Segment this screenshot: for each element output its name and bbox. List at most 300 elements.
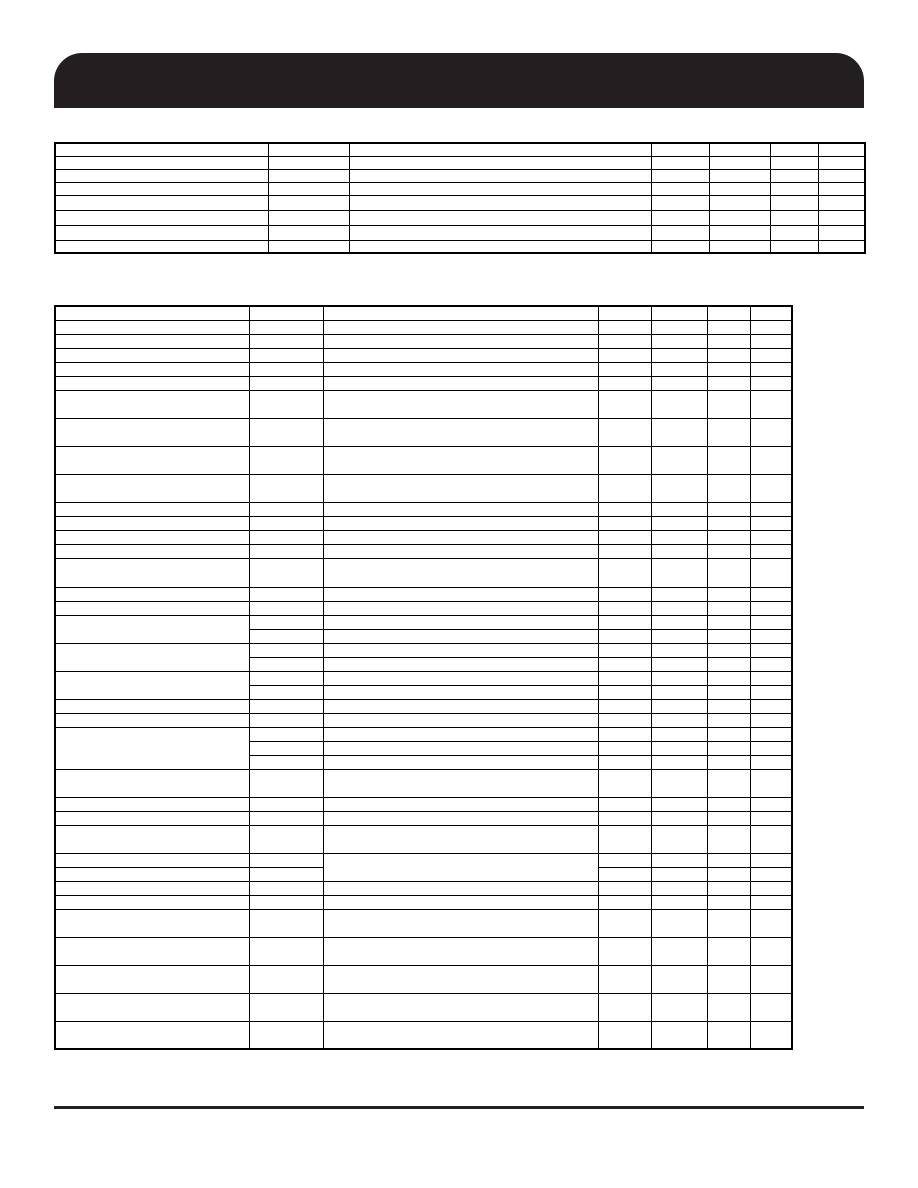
table-cell bbox=[750, 544, 792, 558]
table-cell bbox=[598, 713, 651, 727]
table-cell bbox=[323, 965, 598, 993]
table-cell bbox=[651, 376, 707, 390]
table-cell bbox=[750, 657, 792, 671]
table-cell bbox=[651, 169, 709, 182]
table-cell bbox=[707, 629, 750, 643]
table-cell bbox=[651, 769, 707, 797]
table-row bbox=[55, 699, 792, 713]
table-cell bbox=[323, 909, 598, 937]
table-cell bbox=[651, 909, 707, 937]
table-cell bbox=[55, 418, 249, 446]
table-row bbox=[55, 143, 865, 156]
table-cell bbox=[750, 671, 792, 685]
table-cell bbox=[598, 937, 651, 965]
table-cell bbox=[598, 587, 651, 601]
table-cell bbox=[55, 797, 249, 811]
table-row bbox=[55, 334, 792, 348]
table-cell bbox=[707, 797, 750, 811]
table-cell bbox=[651, 629, 707, 643]
table-cell bbox=[249, 657, 323, 671]
table-cell bbox=[707, 895, 750, 909]
table-cell bbox=[323, 629, 598, 643]
table-row bbox=[55, 853, 792, 867]
table-cell bbox=[598, 797, 651, 811]
table-cell bbox=[750, 502, 792, 516]
table-cell bbox=[707, 390, 750, 418]
table-cell bbox=[349, 169, 651, 182]
table-cell bbox=[323, 769, 598, 797]
table-row bbox=[55, 727, 792, 741]
table-cell bbox=[651, 853, 707, 867]
table-cell bbox=[55, 937, 249, 965]
table-cell bbox=[249, 741, 323, 755]
table-cell bbox=[651, 587, 707, 601]
table-cell bbox=[249, 306, 323, 320]
table-cell bbox=[651, 671, 707, 685]
table-row bbox=[55, 390, 792, 418]
table-cell bbox=[249, 615, 323, 629]
table-cell bbox=[598, 334, 651, 348]
table-cell bbox=[707, 937, 750, 965]
table-cell bbox=[750, 530, 792, 544]
table-cell bbox=[750, 629, 792, 643]
table-cell bbox=[707, 334, 750, 348]
table-row bbox=[55, 225, 865, 240]
table-cell bbox=[651, 685, 707, 699]
table-cell bbox=[598, 755, 651, 769]
table-cell bbox=[651, 1021, 707, 1049]
table-cell bbox=[709, 182, 770, 195]
table-cell bbox=[55, 169, 268, 182]
table-cell bbox=[707, 909, 750, 937]
table-row bbox=[55, 615, 792, 629]
table-cell bbox=[55, 671, 249, 699]
table-cell bbox=[55, 811, 249, 825]
table-cell bbox=[323, 516, 598, 530]
table-cell bbox=[818, 240, 865, 253]
table-cell bbox=[651, 965, 707, 993]
table-cell bbox=[651, 937, 707, 965]
table-cell bbox=[55, 1021, 249, 1049]
table-cell bbox=[55, 390, 249, 418]
table-cell bbox=[750, 446, 792, 474]
table-cell bbox=[750, 937, 792, 965]
table-cell bbox=[707, 446, 750, 474]
table-row bbox=[55, 811, 792, 825]
table-cell bbox=[323, 853, 598, 881]
table-cell bbox=[750, 558, 792, 587]
table-cell bbox=[598, 853, 651, 867]
table-cell bbox=[651, 240, 709, 253]
table-cell bbox=[598, 895, 651, 909]
table-cell bbox=[707, 685, 750, 699]
table-cell bbox=[651, 530, 707, 544]
table-cell bbox=[750, 853, 792, 867]
table-cell bbox=[750, 643, 792, 657]
table-cell bbox=[55, 713, 249, 727]
table-cell bbox=[750, 699, 792, 713]
table-cell bbox=[598, 601, 651, 615]
table-cell bbox=[651, 755, 707, 769]
table-row bbox=[55, 320, 792, 334]
table-cell bbox=[323, 530, 598, 544]
table-cell bbox=[55, 993, 249, 1021]
table-cell bbox=[750, 769, 792, 797]
table-cell bbox=[249, 769, 323, 797]
table-cell bbox=[707, 755, 750, 769]
table-cell bbox=[249, 727, 323, 741]
table-row bbox=[55, 713, 792, 727]
table-cell bbox=[249, 937, 323, 965]
table-cell bbox=[55, 156, 268, 169]
table-cell bbox=[598, 685, 651, 699]
table-cell bbox=[249, 867, 323, 881]
table-cell bbox=[598, 502, 651, 516]
table-row bbox=[55, 210, 865, 225]
table-cell bbox=[323, 811, 598, 825]
table-cell bbox=[55, 376, 249, 390]
table-cell bbox=[707, 502, 750, 516]
table-row bbox=[55, 825, 792, 853]
table-cell bbox=[707, 993, 750, 1021]
table-cell bbox=[598, 558, 651, 587]
table-cell bbox=[651, 446, 707, 474]
table-cell bbox=[55, 210, 268, 225]
table-cell bbox=[323, 587, 598, 601]
table-cell bbox=[323, 881, 598, 895]
table-cell bbox=[268, 240, 349, 253]
table-cell bbox=[55, 240, 268, 253]
table-cell bbox=[707, 853, 750, 867]
table-cell bbox=[750, 587, 792, 601]
table-cell bbox=[323, 334, 598, 348]
table-cell bbox=[55, 502, 249, 516]
table-cell bbox=[323, 446, 598, 474]
table-cell bbox=[818, 169, 865, 182]
table-cell bbox=[323, 544, 598, 558]
table-row bbox=[55, 1021, 792, 1049]
table-cell bbox=[55, 544, 249, 558]
table-cell bbox=[818, 182, 865, 195]
table-cell bbox=[55, 446, 249, 474]
table-cell bbox=[651, 390, 707, 418]
table-cell bbox=[268, 195, 349, 210]
table-cell bbox=[598, 348, 651, 362]
table-cell bbox=[249, 699, 323, 713]
table-cell bbox=[651, 895, 707, 909]
table-cell bbox=[55, 853, 249, 867]
table-cell bbox=[818, 156, 865, 169]
table-cell bbox=[598, 516, 651, 530]
table-cell bbox=[249, 334, 323, 348]
table-cell bbox=[349, 195, 651, 210]
table-cell bbox=[249, 446, 323, 474]
table-cell bbox=[249, 909, 323, 937]
table-cell bbox=[598, 965, 651, 993]
table-cell bbox=[598, 544, 651, 558]
table-cell bbox=[707, 657, 750, 671]
table-row bbox=[55, 909, 792, 937]
table-cell bbox=[750, 306, 792, 320]
table-cell bbox=[249, 587, 323, 601]
table-cell bbox=[249, 362, 323, 376]
table-cell bbox=[707, 601, 750, 615]
table-cell bbox=[249, 320, 323, 334]
table-cell bbox=[818, 225, 865, 240]
table-cell bbox=[651, 320, 707, 334]
table-cell bbox=[55, 881, 249, 895]
table-row bbox=[55, 643, 792, 657]
table-cell bbox=[818, 210, 865, 225]
table-row bbox=[55, 769, 792, 797]
table-cell bbox=[750, 418, 792, 446]
table-cell bbox=[323, 1021, 598, 1049]
table-cell bbox=[750, 516, 792, 530]
table-cell bbox=[249, 544, 323, 558]
table-cell bbox=[750, 348, 792, 362]
table-cell bbox=[323, 825, 598, 853]
table-cell bbox=[750, 615, 792, 629]
table-cell bbox=[55, 143, 268, 156]
table-cell bbox=[323, 671, 598, 685]
table-cell bbox=[651, 225, 709, 240]
table-cell bbox=[323, 362, 598, 376]
table-cell bbox=[651, 334, 707, 348]
table-row bbox=[55, 348, 792, 362]
table-cell bbox=[707, 769, 750, 797]
table-cell bbox=[750, 755, 792, 769]
footer-rule bbox=[54, 1106, 864, 1109]
table-row bbox=[55, 937, 792, 965]
table-cell bbox=[750, 320, 792, 334]
table-cell bbox=[651, 195, 709, 210]
table-cell bbox=[651, 615, 707, 629]
table-cell bbox=[323, 699, 598, 713]
table-cell bbox=[323, 348, 598, 362]
table-cell bbox=[709, 156, 770, 169]
table-cell bbox=[598, 320, 651, 334]
table-cell bbox=[651, 811, 707, 825]
table-cell bbox=[249, 418, 323, 446]
table-cell bbox=[707, 362, 750, 376]
table-cell bbox=[750, 811, 792, 825]
table-row bbox=[55, 544, 792, 558]
table-cell bbox=[651, 993, 707, 1021]
table-cell bbox=[598, 727, 651, 741]
table-cell bbox=[249, 671, 323, 685]
table-row bbox=[55, 516, 792, 530]
table-cell bbox=[770, 169, 818, 182]
table-cell bbox=[249, 474, 323, 502]
table-cell bbox=[651, 727, 707, 741]
table-cell bbox=[651, 713, 707, 727]
table-cell bbox=[55, 587, 249, 601]
table-cell bbox=[323, 643, 598, 657]
table-cell bbox=[707, 474, 750, 502]
table-cell bbox=[707, 306, 750, 320]
table-cell bbox=[709, 210, 770, 225]
table-cell bbox=[707, 699, 750, 713]
table-cell bbox=[707, 1021, 750, 1049]
table-cell bbox=[707, 825, 750, 853]
table-cell bbox=[323, 390, 598, 418]
table-row bbox=[55, 530, 792, 544]
table-cell bbox=[598, 699, 651, 713]
table-cell bbox=[651, 601, 707, 615]
table-cell bbox=[55, 516, 249, 530]
table-cell bbox=[750, 362, 792, 376]
table-cell bbox=[598, 376, 651, 390]
table-cell bbox=[55, 182, 268, 195]
table-cell bbox=[598, 362, 651, 376]
table-cell bbox=[323, 502, 598, 516]
table-cell bbox=[323, 685, 598, 699]
table-cell bbox=[249, 965, 323, 993]
table-cell bbox=[249, 881, 323, 895]
table-cell bbox=[55, 320, 249, 334]
table-row bbox=[55, 587, 792, 601]
table-cell bbox=[750, 390, 792, 418]
table-cell bbox=[707, 530, 750, 544]
table-cell bbox=[750, 881, 792, 895]
table-cell bbox=[651, 558, 707, 587]
table-cell bbox=[598, 993, 651, 1021]
table-cell bbox=[249, 797, 323, 811]
table-cell bbox=[55, 909, 249, 937]
table-cell bbox=[707, 727, 750, 741]
table-row bbox=[55, 895, 792, 909]
table-cell bbox=[349, 156, 651, 169]
table-cell bbox=[651, 418, 707, 446]
table-cell bbox=[323, 895, 598, 909]
table-row bbox=[55, 474, 792, 502]
table-cell bbox=[323, 993, 598, 1021]
table-cell bbox=[55, 306, 249, 320]
table-cell bbox=[770, 182, 818, 195]
table-cell bbox=[598, 657, 651, 671]
table-row bbox=[55, 240, 865, 253]
table-cell bbox=[55, 643, 249, 671]
table-cell bbox=[651, 699, 707, 713]
table-cell bbox=[651, 741, 707, 755]
table-cell bbox=[268, 169, 349, 182]
table-cell bbox=[750, 895, 792, 909]
table-cell bbox=[651, 210, 709, 225]
table-cell bbox=[323, 741, 598, 755]
table-cell bbox=[750, 334, 792, 348]
table-row bbox=[55, 376, 792, 390]
table-cell bbox=[651, 502, 707, 516]
table-cell bbox=[55, 895, 249, 909]
table-cell bbox=[249, 755, 323, 769]
table-cell bbox=[55, 474, 249, 502]
table-cell bbox=[55, 530, 249, 544]
table-cell bbox=[249, 530, 323, 544]
table-cell bbox=[55, 195, 268, 210]
table-cell bbox=[249, 993, 323, 1021]
table-cell bbox=[750, 993, 792, 1021]
header-banner bbox=[54, 53, 864, 108]
table-cell bbox=[651, 867, 707, 881]
table-cell bbox=[750, 474, 792, 502]
table-row bbox=[55, 965, 792, 993]
table-cell bbox=[349, 182, 651, 195]
table-cell bbox=[750, 741, 792, 755]
table-cell bbox=[651, 156, 709, 169]
table-row bbox=[55, 446, 792, 474]
table-cell bbox=[598, 867, 651, 881]
table-row bbox=[55, 601, 792, 615]
table-cell bbox=[323, 418, 598, 446]
table-cell bbox=[268, 182, 349, 195]
table-cell bbox=[707, 741, 750, 755]
table-row bbox=[55, 881, 792, 895]
table-cell bbox=[707, 558, 750, 587]
table-cell bbox=[750, 867, 792, 881]
table-cell bbox=[349, 210, 651, 225]
table-cell bbox=[598, 643, 651, 657]
table-cell bbox=[651, 544, 707, 558]
table-cell bbox=[268, 210, 349, 225]
table-cell bbox=[249, 713, 323, 727]
table-cell bbox=[55, 362, 249, 376]
table-cell bbox=[55, 334, 249, 348]
table-cell bbox=[598, 474, 651, 502]
table-cell bbox=[707, 615, 750, 629]
table-cell bbox=[249, 502, 323, 516]
table-cell bbox=[770, 195, 818, 210]
table-cell bbox=[55, 348, 249, 362]
table-cell bbox=[707, 671, 750, 685]
table-cell bbox=[707, 965, 750, 993]
table-cell bbox=[249, 601, 323, 615]
table-cell bbox=[818, 143, 865, 156]
table-cell bbox=[323, 320, 598, 334]
table-cell bbox=[707, 418, 750, 446]
table-cell bbox=[323, 713, 598, 727]
table-cell bbox=[323, 937, 598, 965]
table-cell bbox=[750, 727, 792, 741]
table-cell bbox=[750, 825, 792, 853]
main-table bbox=[54, 305, 793, 1050]
table-row bbox=[55, 195, 865, 210]
table-cell bbox=[651, 348, 707, 362]
table-cell bbox=[598, 629, 651, 643]
table-cell bbox=[598, 769, 651, 797]
table-row bbox=[55, 418, 792, 446]
table-cell bbox=[323, 306, 598, 320]
table-cell bbox=[249, 376, 323, 390]
table-cell bbox=[750, 797, 792, 811]
table-row bbox=[55, 306, 792, 320]
table-cell bbox=[709, 195, 770, 210]
table-cell bbox=[651, 143, 709, 156]
table-cell bbox=[249, 825, 323, 853]
table-cell bbox=[55, 615, 249, 643]
table-cell bbox=[249, 1021, 323, 1049]
table-cell bbox=[349, 240, 651, 253]
table-cell bbox=[750, 376, 792, 390]
table-cell bbox=[651, 825, 707, 853]
table-cell bbox=[323, 657, 598, 671]
table-cell bbox=[268, 143, 349, 156]
table-cell bbox=[707, 544, 750, 558]
table-cell bbox=[249, 390, 323, 418]
table-cell bbox=[598, 909, 651, 937]
table-cell bbox=[707, 320, 750, 334]
table-cell bbox=[651, 643, 707, 657]
table-cell bbox=[323, 558, 598, 587]
